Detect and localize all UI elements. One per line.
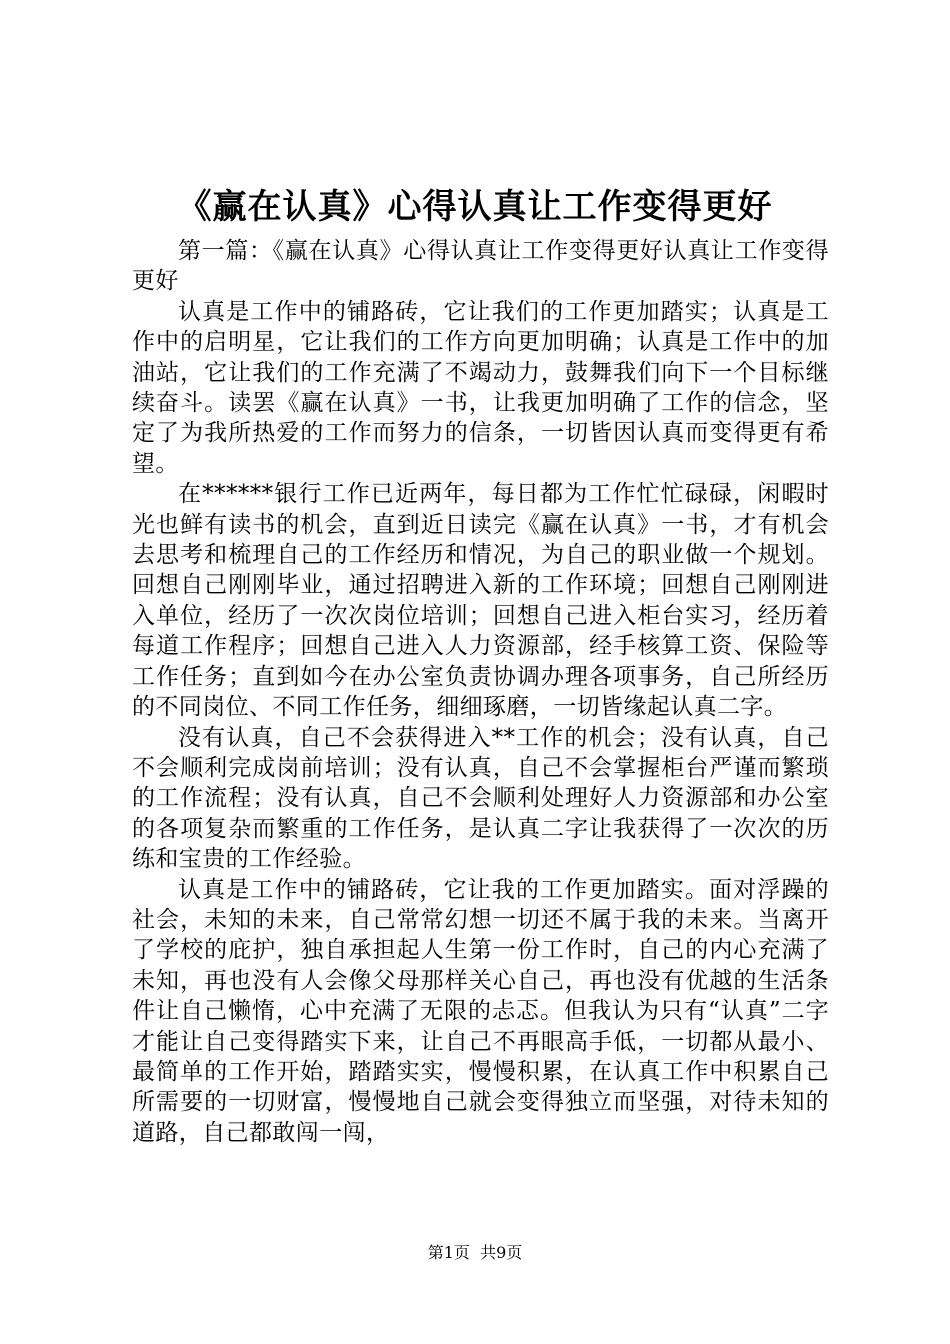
paragraph-4: 没有认真，自己不会获得进入**工作的机会；没有认真，自己不会顺利完成岗前培训；没有认真，自己不会掌握柜台严谨而繁琐的工作流程；没有认真，自己不会顺利处理好人力资源部和办公室的各项复杂而繁重的工作任务，是认真二字让我获得了一次次的历练和宝贵的工作经验。	[132, 724, 829, 873]
document-title: 《赢在认真》心得认真让工作变得更好	[177, 187, 773, 227]
paragraph-2: 认真是工作中的铺路砖，它让我们的工作更加踏实；认真是工作中的启明星，它让我们的工作方向更加明确；认真是工作中的加油站，它让我们的工作充满了不竭动力，鼓舞我们向下一个目标继续奋斗。读罢《赢在认真》一书，让我更加明确了工作的信念，坚定了为我所热爱的工作而努力的信条，一切皆因认真而变得更有希望。	[132, 298, 829, 477]
page-number-footer: 第1页 共9页	[427, 1243, 523, 1262]
document-body	[132, 236, 829, 1148]
paragraph-3: 在******银行工作已近两年，每日都为工作忙忙碌碌，闲暇时光也鲜有读书的机会，直到近日读完《赢在认真》一书，才有机会去思考和梳理自己的工作经历和情况，为自己的职业做一个规划。回想自己刚刚毕业，通过招聘进入新的工作环境；回想自己刚刚进入单位，经历了一次次岗位培训；回想自己进入柜台实习，经历着每道工作程序；回想自己进入人力资源部，经手核算工资、保险等工作任务；直到如今在办公室负责协调办理各项事务，自己所经历的不同岗位、不同工作任务，细细琢磨，一切皆缘起认真二字。	[132, 481, 829, 721]
paragraph-1: 第一篇：《赢在认真》心得认真让工作变得更好认真让工作变得更好	[132, 238, 829, 295]
paragraph-5: 认真是工作中的铺路砖，它让我的工作更加踏实。面对浮躁的社会，未知的未来，自己常常幻想一切还不属于我的未来。当离开了学校的庇护，独自承担起人生第一份工作时，自己的内心充满了未知，再也没有人会像父母那样关心自己，再也没有优越的生活条件让自己懒惰，心中充满了无限的忐忑。但我认为只有“认真”二字才能让自己变得踏实下来，让自己不再眼高手低，一切都从最小、最简单的工作开始，踏踏实实，慢慢积累，在认真工作中积累自己所需要的一切财富，慢慢地自己就会变得独立而坚强，对待未知的道路，自己都敢闯一闯，	[132, 876, 829, 1146]
